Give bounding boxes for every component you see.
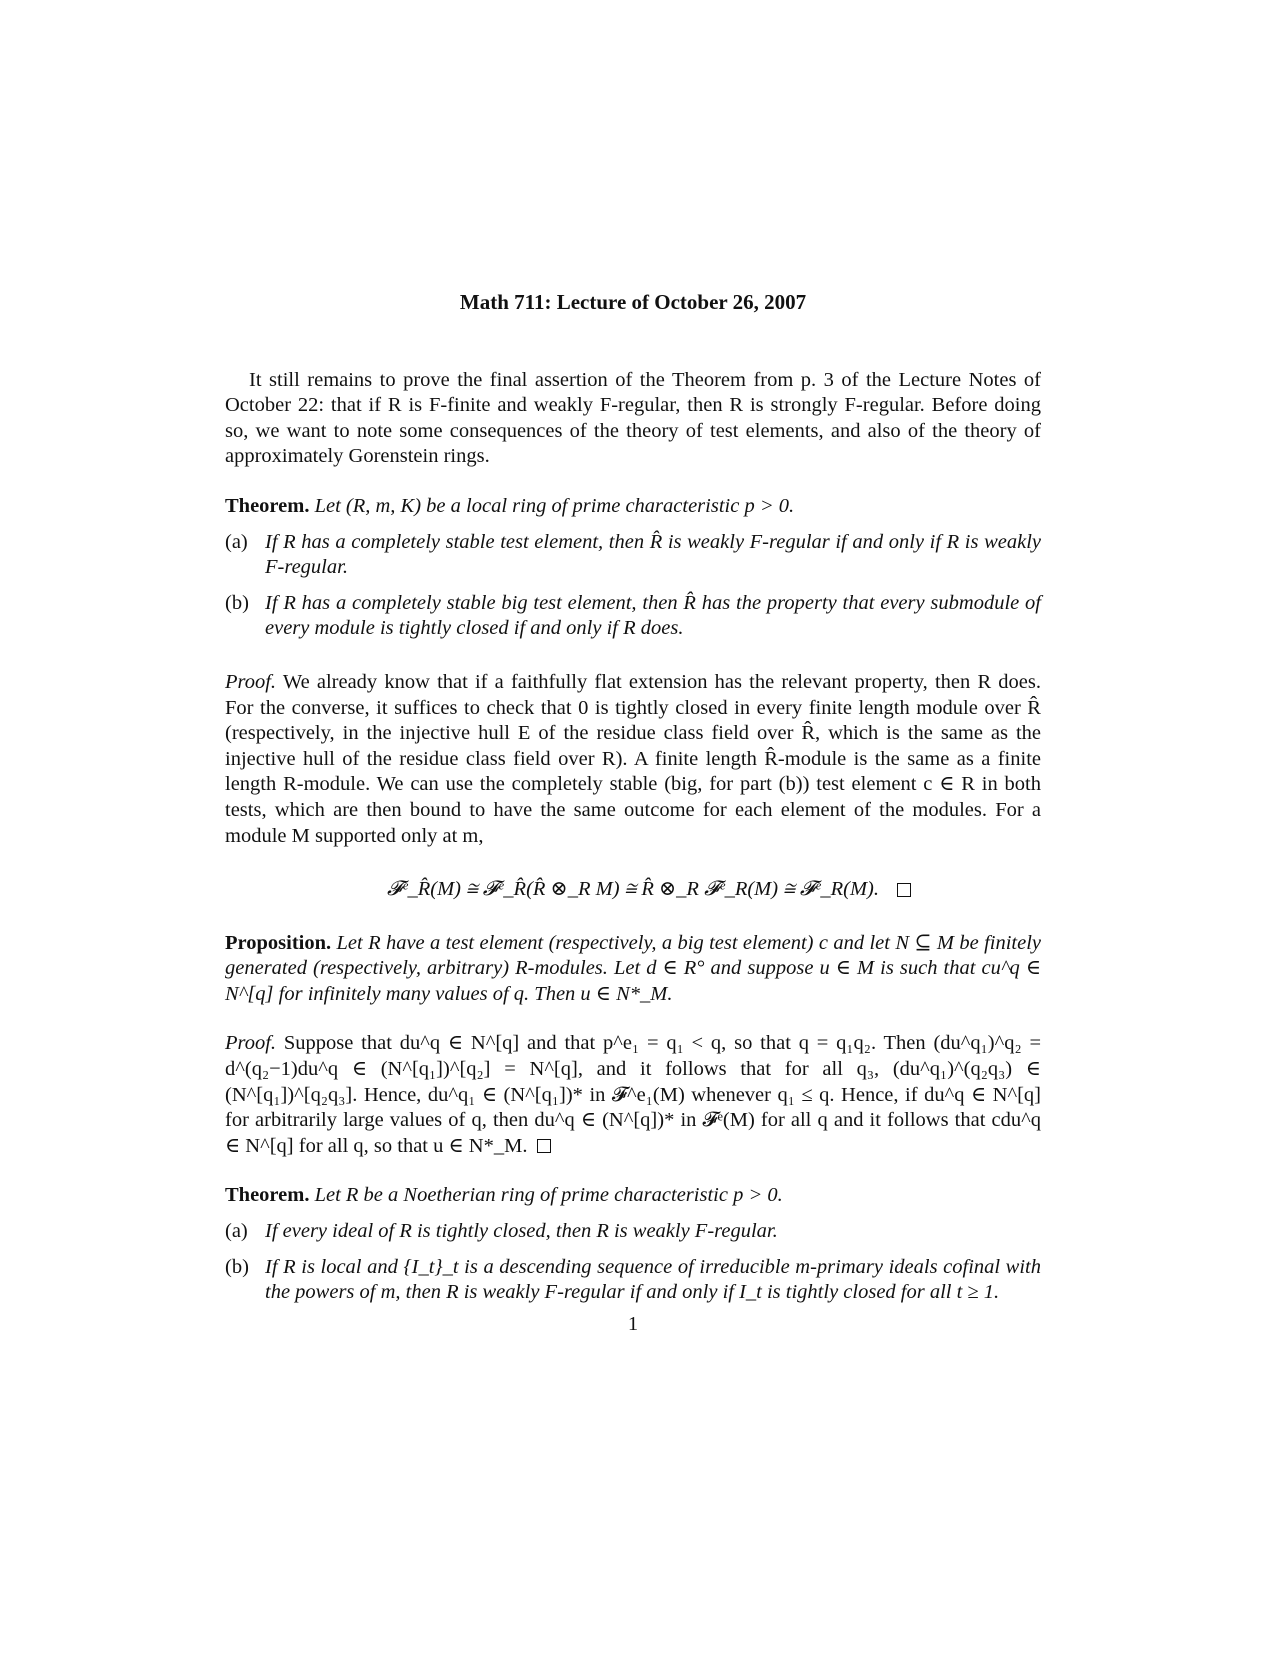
document-page [225, 290, 1041, 1337]
display-equation [225, 877, 1041, 903]
theorem-2-label: Theorem. [225, 1184, 310, 1207]
theorem-2-item-b [225, 1255, 1041, 1306]
display-equation-text: 𝓕ᵉ_R̂(M) ≅ 𝓕ᵉ_R̂(R̂ ⊗_R M) ≅ R̂ ⊗_R 𝓕ᵉ_R(M) ≅ 𝓕ᵉ_R(M). [386, 878, 880, 901]
theorem-1 [225, 494, 1041, 642]
proof-1-label: Proof. [225, 670, 277, 693]
proof-2 [225, 1031, 1041, 1159]
item-label: (b) [225, 591, 249, 614]
item-label: (b) [225, 1255, 249, 1278]
proof-2-text: Suppose that du^q ∈ N^[q] and that p^e₁ = q₁ < q, so that q = q₁q₂. Then (du^q₁)^q₂ = d^(q₂−1)du^q ∈ (N^[q₁])^[q₂] = N^[q], and it follows that for all q₃, (du^q₁)^(q₂q₃) ∈ (N^[q₁])^[q₂q₃]. Hence, du^q₁ ∈ (N^[q₁])* in 𝓕^e₁(M) whenever q₁ ≤ q. Hence, if du^q ∈ N^[q] for arbitrarily large values of q, then du^q ∈ (N^[q])* in 𝓕ᵉ(M) for all q and it follows that cdu^q ∈ N^[q] for all q, so that u ∈ N*_M. [225, 1032, 1042, 1157]
theorem-1-statement: Let (R, m, K) be a local ring of prime characteristic p > 0. [314, 494, 795, 517]
theorem-2 [225, 1183, 1041, 1305]
page-title: Math 711: Lecture of October 26, 2007 [459, 290, 807, 314]
proof-2-label: Proof. [225, 1032, 277, 1055]
theorem-1-item-b [225, 591, 1041, 642]
theorem-2-statement: Let R be a Noetherian ring of prime characteristic p > 0. [314, 1184, 783, 1207]
theorem-1-label: Theorem. [225, 494, 310, 517]
proposition [225, 931, 1041, 1008]
intro-paragraph: It still remains to prove the final assertion of the Theorem from p. 3 of the Lecture Notes of October 22: that if R is F-finite and weakly F-regular, then R is strongly F-regular. Before doing so, we want to note some consequences of the theory of test elements, and also of the theory of approximately Gorenstein rings. [225, 368, 1041, 468]
item-label: (a) [225, 530, 248, 553]
item-label: (a) [225, 1220, 248, 1243]
proposition-text: Let R have a test element (respectively, a big test element) c and let N ⊆ M be finitely generated (respectively, arbitrary) R-modules. Let d ∈ R° and suppose u ∈ M is such that cu^q ∈ N^[q] for infinitely many values of q. Then u ∈ N*_M. [225, 931, 1042, 1005]
theorem-1-item-a [225, 530, 1041, 581]
item-text: If every ideal of R is tightly closed, then R is weakly F-regular. [265, 1220, 778, 1243]
page-number: 1 [627, 1312, 639, 1335]
qed-symbol [537, 1139, 551, 1153]
item-text: If R is local and {I_t}_t is a descending sequence of irreducible m-primary ideals cofinal with the powers of m, then R is weakly F-regular if and only if I_t is tightly closed for all t ≥ 1. [265, 1255, 1041, 1304]
item-text: If R has a completely stable test element, then R̂ is weakly F-regular if and only if R is weakly F-regular. [265, 530, 1041, 579]
theorem-2-item-a [225, 1219, 1041, 1245]
item-text: If R has a completely stable big test element, then R̂ has the property that every submodule of every module is tightly closed if and only if R does. [265, 591, 1041, 640]
proof-1 [225, 670, 1041, 903]
proposition-label: Proposition. [225, 931, 332, 954]
qed-symbol [897, 883, 911, 897]
proof-1-text: We already know that if a faithfully flat extension has the relevant property, then R does. For the converse, it suffices to check that 0 is tightly closed in every finite length module over R̂ (respectively, in the injective hull E of the residue class field over R̂, which is the same as the injective hull of the residue class field over R). A finite length R̂-module is the same as a finite length R-module. We can use the completely stable (big, for part (b)) test element c ∈ R in both tests, which are then bound to have the same outcome for each element of the modules. For a module M supported only at m, [225, 670, 1041, 847]
